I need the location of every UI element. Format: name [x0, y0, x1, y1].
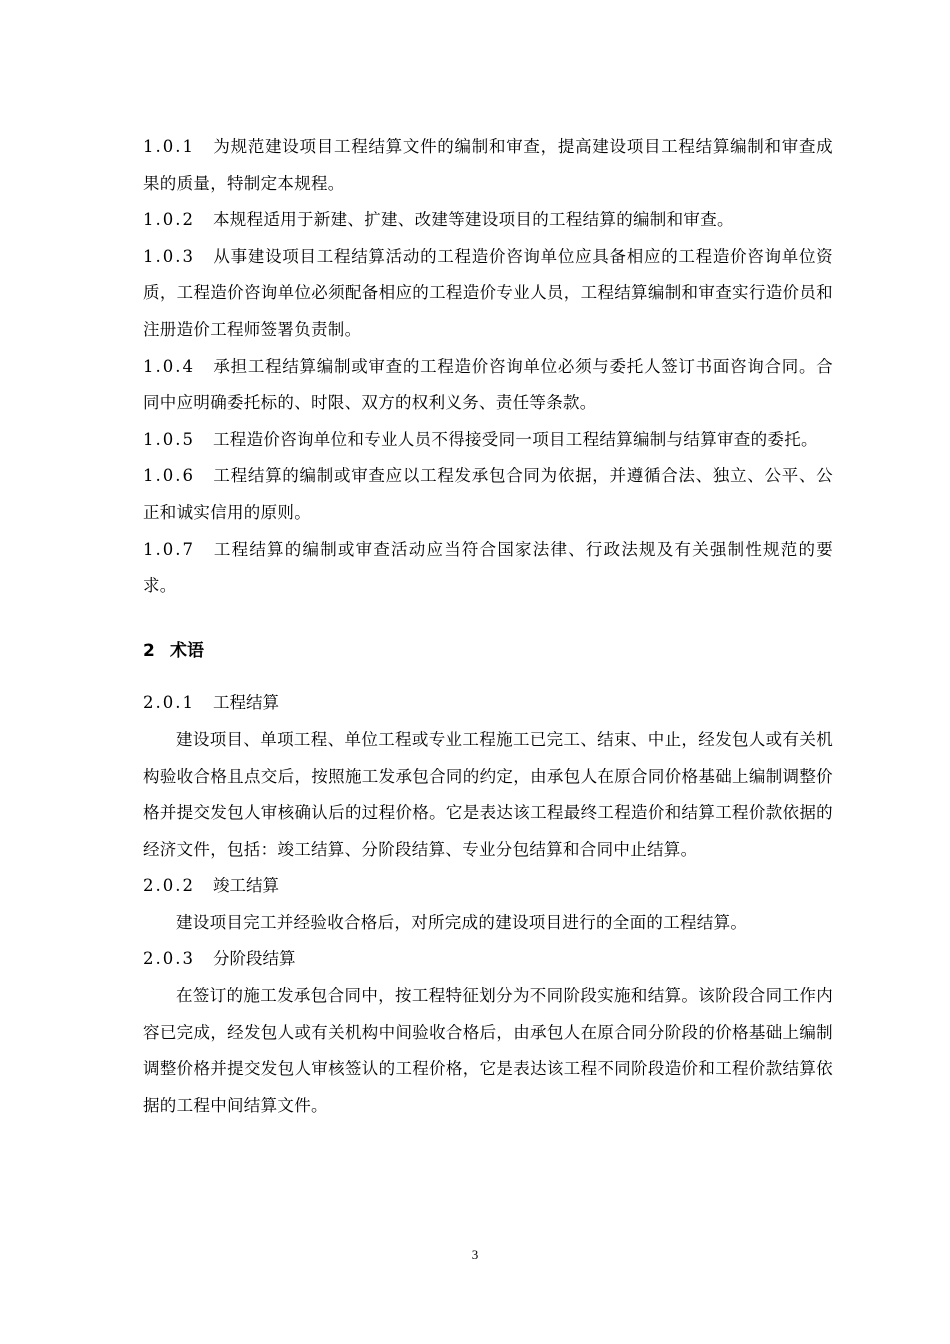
section-heading	[143, 633, 833, 670]
term-definition: 建设项目完工并经验收合格后，对所完成的建设项目进行的全面的工程结算。	[176, 912, 748, 932]
term-heading-2-0-2	[143, 868, 833, 905]
clause-1-0-5	[143, 422, 833, 459]
term-number: 2.0.3	[143, 949, 195, 969]
clause-text: 从事建设项目工程结算活动的工程造价咨询单位应具备相应的工程造价咨询单位资质，工程造价咨询单位必须配备相应的工程造价专业人员，工程结算编制和审查实行造价员和注册造价工程师签署负责制。	[143, 246, 833, 339]
clause-1-0-2	[143, 202, 833, 239]
clause-number: 1.0.1	[143, 137, 195, 156]
clause-number: 1.0.2	[143, 210, 195, 230]
clause-text: 承担工程结算编制或审查的工程造价咨询单位必须与委托人签订书面咨询合同。合同中应明确委托标的、时限、双方的权利义务、责任等条款。	[143, 356, 833, 413]
clause-1-0-4	[143, 349, 833, 422]
term-definition: 建设项目、单项工程、单位工程或专业工程施工已完工、结束、中止，经发包人或有关机构验收合格且点交后，按照施工发承包合同的约定，由承包人在原合同价格基础上编制调整价格并提交发包人审核确认后的过程价格。它是表达该工程最终工程造价和结算工程价款依据的经济文件，包括：竣工结算、分阶段结算、专业分包结算和合同中止结算。	[143, 729, 833, 859]
clause-number: 1.0.7	[143, 539, 195, 559]
clause-number: 1.0.5	[143, 429, 195, 449]
page-number: 3	[471, 1247, 479, 1262]
clause-number: 1.0.6	[143, 466, 195, 486]
term-number: 2.0.2	[143, 876, 195, 896]
clause-text: 工程造价咨询单位和专业人员不得接受同一项目工程结算编制与结算审查的委托。	[213, 429, 818, 449]
term-definition: 在签订的施工发承包合同中，按工程特征划分为不同阶段实施和结算。该阶段合同工作内容已完成，经发包人或有关机构中间验收合格后，由承包人在原合同分阶段的价格基础上编制调整价格并提交发包人审核签认的工程价格，它是表达该工程不同阶段造价和工程价款结算依据的工程中间结算文件。	[143, 986, 833, 1115]
term-number: 2.0.1	[143, 693, 195, 713]
term-heading-2-0-1	[143, 685, 833, 722]
term-name: 分阶段结算	[213, 949, 296, 969]
clause-text: 工程结算的编制或审查活动应当符合国家法律、行政法规及有关强制性规范的要求。	[143, 539, 833, 596]
clause-text: 为规范建设项目工程结算文件的编制和审查，提高建设项目工程结算编制和审查成果的质量，特制定本规程。	[143, 137, 833, 193]
clause-text: 本规程适用于新建、扩建、改建等建设项目的工程结算的编制和审查。	[213, 210, 734, 230]
clause-1-0-3	[143, 239, 833, 349]
clause-text: 工程结算的编制或审查应以工程发承包合同为依据，并遵循合法、独立、公平、公正和诚实信用的原则。	[143, 466, 833, 522]
section-title-text: 术语	[170, 640, 204, 661]
clause-1-0-1	[143, 129, 833, 202]
term-name: 工程结算	[213, 693, 279, 713]
term-name: 竣工结算	[213, 876, 279, 896]
clause-1-0-6	[143, 458, 833, 531]
term-heading-2-0-3	[143, 941, 833, 978]
clause-number: 1.0.4	[143, 356, 195, 376]
clause-1-0-7	[143, 532, 833, 605]
section-number: 2	[143, 640, 155, 661]
clause-number: 1.0.3	[143, 246, 195, 266]
page-content	[143, 129, 833, 1124]
